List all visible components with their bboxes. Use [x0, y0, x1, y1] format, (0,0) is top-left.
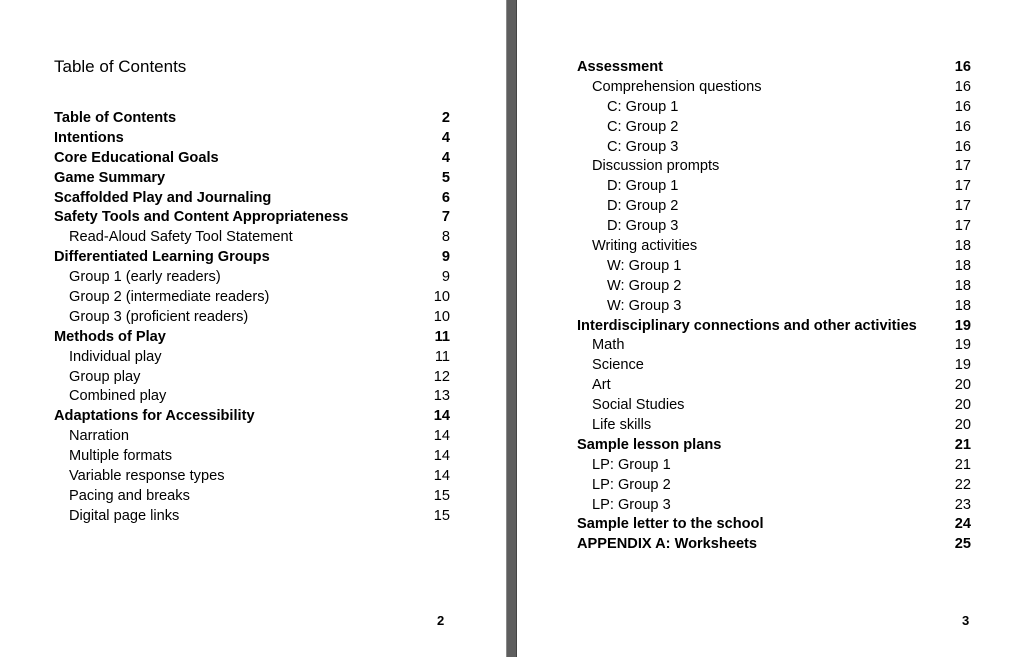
toc-entry-title: Sample lesson plans: [577, 436, 722, 453]
toc-entry-title: Pacing and breaks: [69, 487, 190, 504]
toc-entry-page-number: 12: [433, 368, 450, 385]
toc-entry-page-number: 8: [441, 229, 450, 246]
toc-entry-title: Group play: [69, 368, 141, 385]
toc-entry-page-number: 21: [954, 436, 971, 453]
toc-entry-page-number: 15: [433, 507, 450, 524]
toc-entry-title: Comprehension questions: [592, 78, 762, 95]
toc-entry-page-number: 19: [954, 357, 971, 374]
toc-entry-page-number: 14: [433, 468, 450, 485]
toc-entry-title: Multiple formats: [69, 448, 172, 465]
toc-entry-page-number: 6: [441, 189, 450, 206]
toc-entry-page-number: 18: [954, 297, 971, 314]
toc-entry-page-number: 17: [954, 178, 971, 195]
toc-entry-title: W: Group 1: [607, 257, 682, 274]
toc-entry-title: Sample letter to the school: [577, 516, 764, 533]
toc-entry-page-number: 13: [433, 388, 450, 405]
toc-entry[interactable]: [577, 436, 971, 456]
toc-entry-title: Life skills: [592, 417, 652, 434]
toc-entry[interactable]: [54, 507, 450, 527]
toc-entry-title: Math: [592, 337, 625, 354]
toc-entry[interactable]: [54, 407, 450, 427]
toc-entry-page-number: 17: [954, 198, 971, 215]
toc-entry-page-number: 19: [954, 337, 971, 354]
toc-entry-title: Intentions: [54, 129, 124, 146]
toc-entry[interactable]: [577, 177, 971, 197]
toc-entry[interactable]: [577, 356, 971, 376]
toc-entry[interactable]: [54, 248, 450, 268]
toc-entry[interactable]: [577, 98, 971, 118]
toc-entry-title: Assessment: [577, 59, 663, 75]
toc-entry-page-number: 4: [441, 129, 450, 146]
toc-entry-title: Group 1 (early readers): [69, 269, 221, 286]
toc-entry-title: Core Educational Goals: [54, 149, 219, 166]
toc-entry-page-number: 5: [441, 169, 450, 186]
toc-entry-page-number: 20: [954, 417, 971, 434]
toc-entry-page-number: 16: [954, 78, 971, 95]
toc-entry-title: Scaffolded Play and Journaling: [54, 189, 272, 206]
toc-entry-title: Group 2 (intermediate readers): [69, 289, 270, 306]
toc-entry-page-number: 11: [434, 328, 450, 345]
toc-entry[interactable]: [577, 197, 971, 217]
toc-entry[interactable]: [577, 476, 971, 496]
toc-entry-page-number: 10: [433, 308, 450, 325]
toc-entry-title: Writing activities: [592, 238, 698, 255]
toc-entry[interactable]: [577, 535, 971, 555]
toc-entry-title: Social Studies: [592, 397, 685, 414]
toc-entry-title: D: Group 2: [607, 198, 679, 215]
toc-entry-title: D: Group 1: [607, 178, 679, 195]
page-number: 3: [962, 613, 970, 628]
toc-entry-page-number: 17: [954, 158, 971, 175]
toc-entry-title: C: Group 3: [607, 138, 679, 155]
toc-entry-title: LP: Group 2: [592, 476, 671, 493]
toc-entry-title: W: Group 2: [607, 277, 682, 294]
toc-entry[interactable]: [54, 447, 450, 467]
toc-entry[interactable]: [577, 416, 971, 436]
toc-entry[interactable]: [54, 467, 450, 487]
toc-entry-page-number: 4: [441, 149, 450, 166]
toc-entry-title: Interdisciplinary connections and other activities: [577, 317, 917, 334]
toc-entry-title: Game Summary: [54, 169, 166, 186]
toc-entry[interactable]: [54, 268, 450, 288]
toc-entry[interactable]: [577, 396, 971, 416]
page-title: Table of Contents: [54, 57, 187, 76]
toc-entry[interactable]: [577, 496, 971, 516]
toc-entry[interactable]: [577, 157, 971, 177]
toc-entry-title: Combined play: [69, 388, 167, 405]
toc-entry-page-number: 20: [954, 397, 971, 414]
toc-entry[interactable]: [54, 308, 450, 328]
toc-entry-page-number: 9: [441, 249, 450, 266]
toc-entry-page-number: 10: [433, 289, 450, 306]
toc-entry-page-number: 20: [954, 377, 971, 394]
toc-entry-title: Methods of Play: [54, 328, 166, 345]
page-number: 2: [437, 613, 445, 628]
toc-entry-title: Science: [592, 357, 644, 374]
toc-entry-page-number: 14: [433, 408, 450, 425]
toc-entry-title: Variable response types: [69, 468, 225, 485]
toc-entry[interactable]: [577, 317, 971, 337]
toc-entry-page-number: 18: [954, 277, 971, 294]
toc-entry[interactable]: [54, 228, 450, 248]
toc-entry-title: Art: [592, 377, 611, 394]
toc-entry-page-number: 9: [441, 269, 450, 286]
toc-entry[interactable]: [577, 118, 971, 138]
toc-entry[interactable]: [577, 297, 971, 317]
toc-entry[interactable]: [54, 427, 450, 447]
toc-entry[interactable]: [577, 277, 971, 297]
toc-entry-page-number: 23: [954, 496, 971, 513]
toc-entry[interactable]: [54, 368, 450, 388]
toc-entry-page-number: 14: [433, 428, 450, 445]
toc-entry-page-number: 21: [954, 456, 971, 473]
toc-entry-title: LP: Group 1: [592, 456, 671, 473]
toc-entry-page-number: 18: [954, 257, 971, 274]
toc-entry-title: Differentiated Learning Groups: [54, 249, 270, 266]
toc-entry-title: Read-Aloud Safety Tool Statement: [69, 229, 293, 246]
toc-entry-page-number: 7: [441, 209, 450, 226]
toc-entry-page-number: 11: [434, 348, 450, 365]
toc-entry[interactable]: [577, 257, 971, 277]
document-page-right: [517, 0, 1024, 657]
toc-entry-page-number: 25: [954, 536, 971, 553]
toc-entry[interactable]: [54, 109, 450, 129]
toc-entry-title: Digital page links: [69, 507, 180, 524]
toc-entry[interactable]: [577, 515, 971, 535]
toc-entry[interactable]: [54, 189, 450, 209]
toc-entry-title: Individual play: [69, 348, 162, 365]
toc-entry-title: C: Group 1: [607, 98, 679, 115]
toc-list-right: [577, 58, 971, 555]
toc-entry[interactable]: [577, 376, 971, 396]
toc-entry-title: Narration: [69, 428, 130, 445]
toc-entry-page-number: 2: [441, 110, 450, 126]
toc-entry-page-number: 16: [954, 98, 971, 115]
document-page-left: [0, 0, 506, 657]
toc-entry[interactable]: [577, 237, 971, 257]
toc-list-left: [54, 109, 450, 527]
toc-entry-page-number: 16: [954, 59, 971, 75]
toc-entry[interactable]: [54, 288, 450, 308]
toc-entry-title: Table of Contents: [54, 110, 177, 126]
toc-entry[interactable]: [54, 348, 450, 368]
toc-entry-page-number: 19: [954, 317, 971, 334]
toc-entry[interactable]: [54, 169, 450, 189]
toc-entry-title: APPENDIX A: Worksheets: [577, 536, 758, 553]
toc-entry-page-number: 16: [954, 118, 971, 135]
page-divider: [506, 0, 517, 657]
toc-entry[interactable]: [577, 456, 971, 476]
toc-entry[interactable]: [54, 208, 450, 228]
toc-entry[interactable]: [54, 328, 450, 348]
toc-entry[interactable]: [54, 129, 450, 149]
toc-entry-page-number: 17: [954, 218, 971, 235]
toc-entry-page-number: 22: [954, 476, 971, 493]
toc-entry-page-number: 16: [954, 138, 971, 155]
toc-entry[interactable]: [577, 138, 971, 158]
toc-entry-page-number: 14: [433, 448, 450, 465]
toc-entry[interactable]: [577, 217, 971, 237]
toc-entry[interactable]: [54, 387, 450, 407]
toc-entry[interactable]: [577, 336, 971, 356]
toc-entry[interactable]: [54, 149, 450, 169]
toc-entry-page-number: 18: [954, 238, 971, 255]
toc-entry-title: Adaptations for Accessibility: [54, 408, 255, 425]
toc-entry-page-number: 24: [954, 516, 971, 533]
toc-entry-title: LP: Group 3: [592, 496, 671, 513]
toc-entry[interactable]: [577, 58, 971, 78]
toc-entry-title: C: Group 2: [607, 118, 679, 135]
toc-entry[interactable]: [577, 78, 971, 98]
toc-entry-title: Safety Tools and Content Appropriateness: [54, 209, 349, 226]
toc-entry-title: D: Group 3: [607, 218, 679, 235]
toc-entry-title: Group 3 (proficient readers): [69, 308, 249, 325]
toc-entry-title: Discussion prompts: [592, 158, 720, 175]
toc-entry[interactable]: [54, 487, 450, 507]
toc-entry-title: W: Group 3: [607, 297, 682, 314]
toc-entry-page-number: 15: [433, 487, 450, 504]
